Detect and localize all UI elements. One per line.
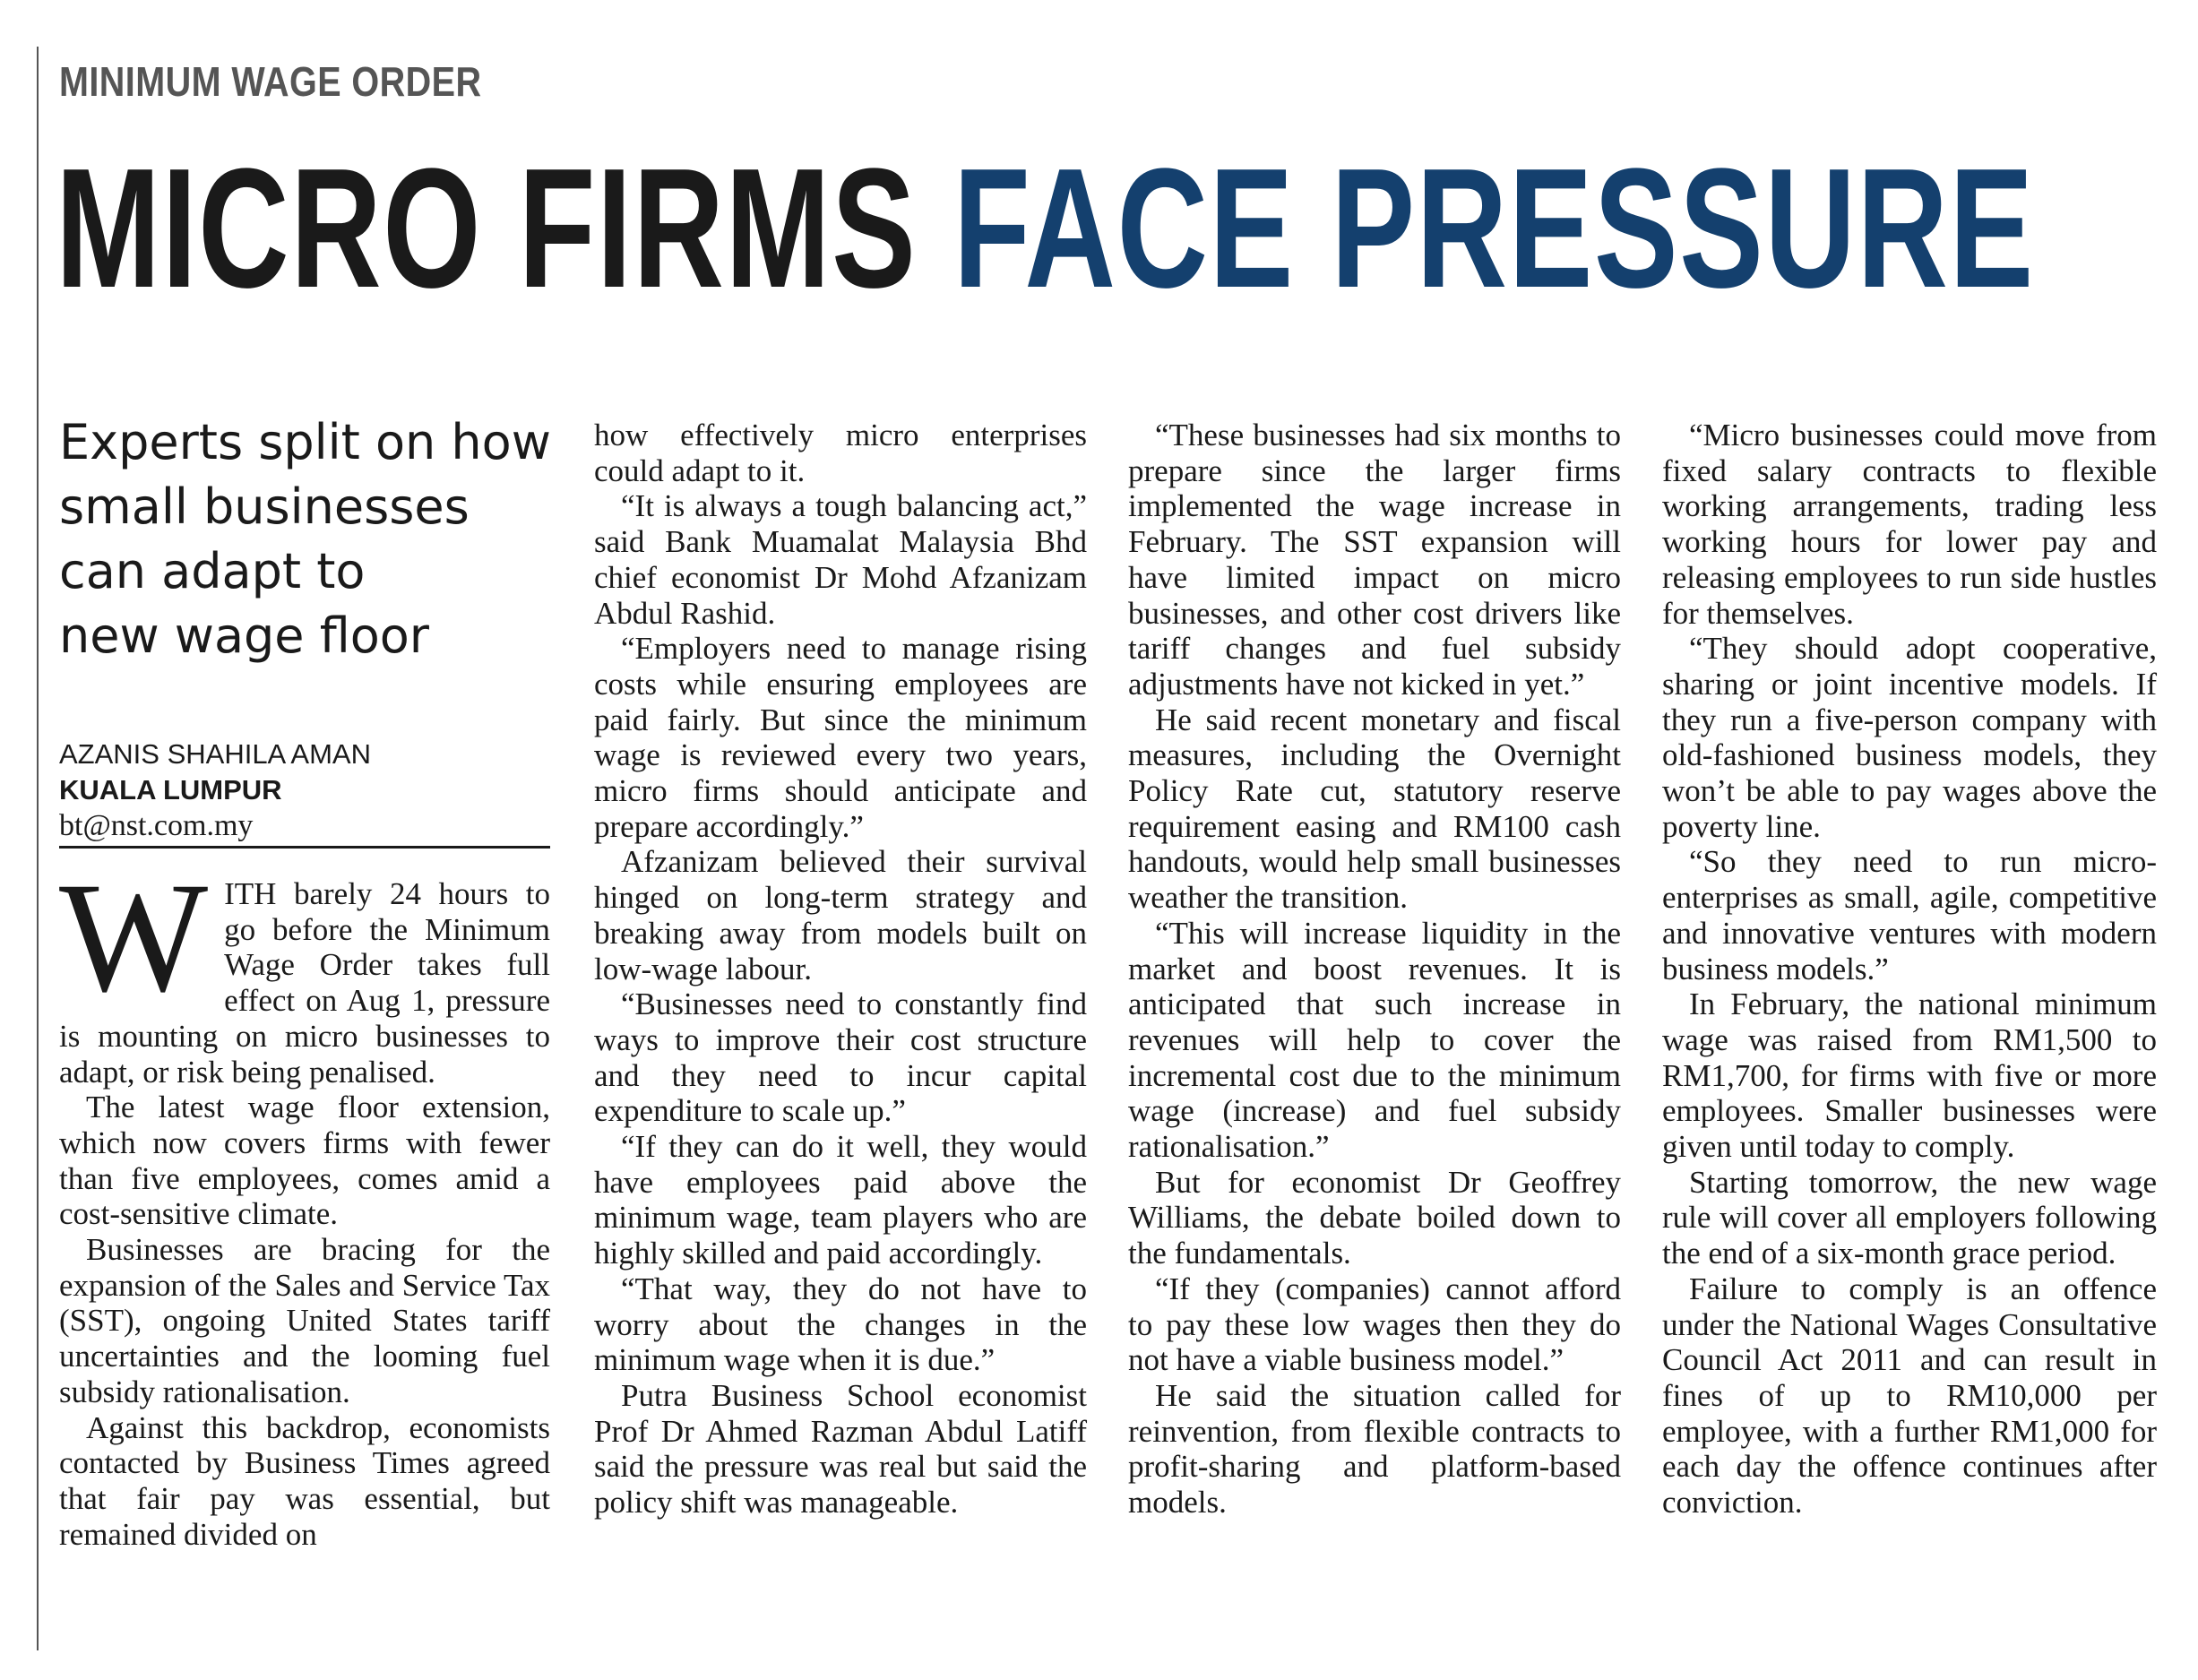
headline xyxy=(56,134,2035,323)
body-paragraph: Failure to comply is an offence under the National Wages Consultative Council Act 2011 and can result in fines of up to RM10,000 per employee, with a further RM1,000 for each day the offence continues after conviction. xyxy=(1662,1271,2157,1521)
body-paragraph: “Businesses need to constantly find ways to improve their cost structure and they need to incur capital expenditure to scale up.” xyxy=(594,986,1087,1129)
body-paragraph: Starting tomorrow, the new wage rule will cover all employers following the end of a six-month grace period. xyxy=(1662,1164,2157,1271)
body-paragraph: “They should adopt cooperative, sharing or joint incentive models. If they run a five-person company with old-fashioned business models, they won’t be able to pay wages above the poverty line. xyxy=(1662,631,2157,844)
body-paragraph: Businesses are bracing for the expansion of the Sales and Service Tax (SST), ongoing United States tariff uncertainties and the looming fuel subsidy rationalisation. xyxy=(59,1232,550,1409)
body-paragraph: Putra Business School economist Prof Dr Ahmed Razman Abdul Latiff said the pressure was real but said the policy shift was manageable. xyxy=(594,1377,1087,1521)
standfirst-line: small businesses xyxy=(59,478,470,535)
body-paragraph: how effectively micro enterprises could adapt to it. xyxy=(594,418,1087,488)
body-paragraph: “These businesses had six months to prepare since the larger firms implemented the wage increase in February. The SST expansion will have limited impact on micro businesses, and other cost drivers like tariff changes and fuel subsidy adjustments have not kicked in yet.” xyxy=(1128,418,1621,702)
standfirst-line: Experts split on how xyxy=(59,414,551,470)
body-paragraph: “If they can do it well, they would have employees paid above the minimum wage, team players who are highly skilled and paid accordingly. xyxy=(594,1129,1087,1271)
body-paragraph: He said recent monetary and fiscal measures, including the Overnight Policy Rate cut, statutory reserve requirement easing and RM100 cash handouts, would help small businesses weather the transition. xyxy=(1128,702,1621,916)
body-paragraph: “That way, they do not have to worry about the changes in the minimum wage when it is due.” xyxy=(594,1271,1087,1378)
headline-part-accent: FACE PRESSURE xyxy=(952,134,2035,323)
body-paragraph: “This will increase liquidity in the market and boost revenues. It is anticipated that such increase in revenues will help to cover the incremental cost due to the minimum wage (increase) and fuel subsidy rationalisation.” xyxy=(1128,915,1621,1165)
body-paragraph: But for economist Dr Geoffrey Williams, the debate boiled down to the fundamentals. xyxy=(1128,1164,1621,1271)
body-paragraph: “Employers need to manage rising costs while ensuring employees are paid fairly. But since the minimum wage is reviewed every two years, micro firms should anticipate and prepare accordingly.” xyxy=(594,631,1087,844)
article-column-4 xyxy=(1662,418,2157,1521)
drop-cap: W xyxy=(59,850,209,1025)
byline-location: KUALA LUMPUR xyxy=(59,774,282,806)
body-paragraph: “It is always a tough balancing act,” said Bank Muamalat Malaysia Bhd chief economist Dr Mohd Afzanizam Abdul Rashid. xyxy=(594,488,1087,631)
standfirst-line: new wage floor xyxy=(59,607,429,664)
standfirst xyxy=(59,410,561,668)
lead-paragraph xyxy=(59,850,550,1090)
article-column-1 xyxy=(59,850,550,1552)
body-paragraph: In February, the national minimum wage was raised from RM1,500 to RM1,700, for firms with five or more employees. Smaller businesses were given until today to comply. xyxy=(1662,986,2157,1165)
body-paragraph: “If they (companies) cannot afford to pay these low wages then they do not have a viable business model.” xyxy=(1128,1271,1621,1378)
headline-part-dark: MICRO FIRMS xyxy=(56,134,918,323)
body-paragraph: The latest wage floor extension, which now covers firms with fewer than five employees, comes amid a cost-sensitive climate. xyxy=(59,1090,550,1232)
body-paragraph: “So they need to run micro-enterprises as small, agile, competitive and innovative ventures with modern business models.” xyxy=(1662,844,2157,986)
article-column-3 xyxy=(1128,418,1621,1521)
byline-divider xyxy=(59,846,550,849)
standfirst-line: can adapt to xyxy=(59,543,366,599)
body-paragraph: Against this backdrop, economists contacted by Business Times agreed that fair pay was essential, but remained divided on xyxy=(59,1409,550,1552)
body-paragraph: Afzanizam believed their survival hinged on long-term strategy and breaking away from models built on low-wage labour. xyxy=(594,844,1087,986)
body-paragraph: “Micro businesses could move from fixed salary contracts to flexible working arrangements, trading less working hours for lower pay and releasing employees to run side hustles for themselves. xyxy=(1662,418,2157,631)
byline xyxy=(59,737,550,844)
body-paragraph: He said the situation called for reinvention, from flexible contracts to profit-sharing and platform-based models. xyxy=(1128,1377,1621,1521)
byline-author: AZANIS SHAHILA AMAN xyxy=(59,738,371,770)
byline-email: bt@nst.com.my xyxy=(59,809,254,842)
left-margin-rule xyxy=(37,47,39,1650)
section-kicker: MINIMUM WAGE ORDER xyxy=(59,58,482,105)
lead-text: ITH barely 24 hours to go before the Minimum Wage Order takes full effect on Aug 1, pressure is mounting on micro businesses to adapt, or risk being penalised. xyxy=(59,876,550,1090)
article-column-2 xyxy=(594,418,1087,1521)
